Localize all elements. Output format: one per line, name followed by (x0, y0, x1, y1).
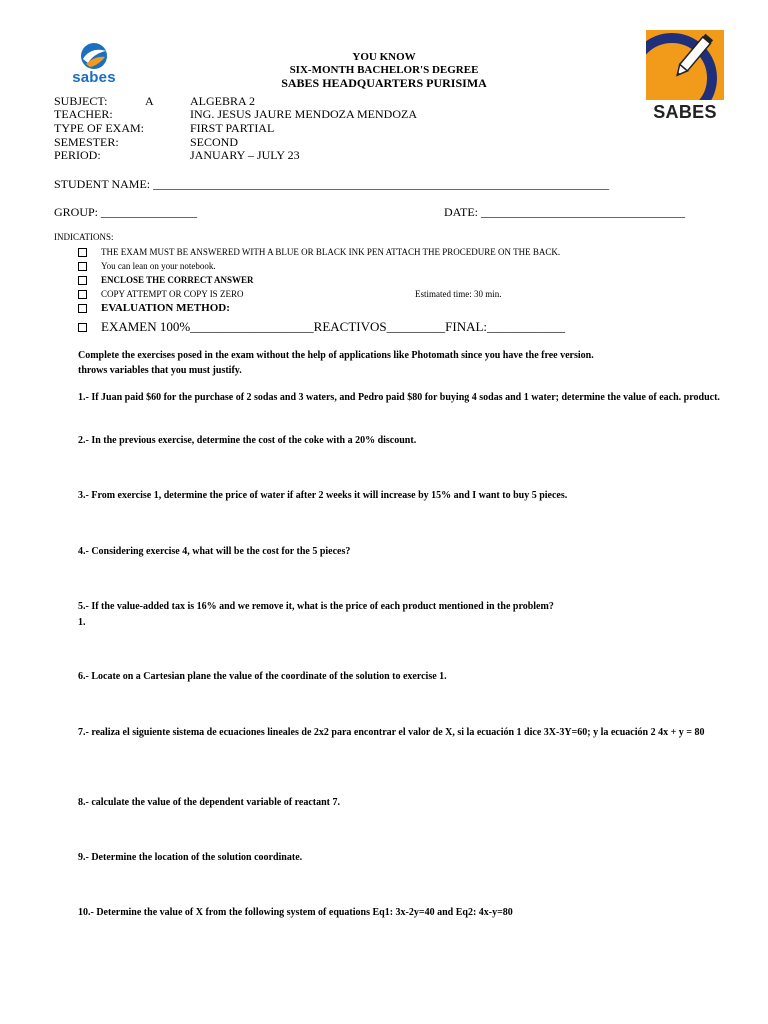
student-name-field[interactable]: STUDENT NAME: ____________________________________________________________________________ (54, 177, 610, 191)
question-4: 4.- Considering exercise 4, what will be the cost for the 5 pieces? (78, 546, 351, 557)
question-5-answer-start: 1. (78, 617, 86, 628)
exam-instructions (78, 348, 738, 378)
subject-value: ALGEBRA 2 (190, 94, 256, 108)
indication-item: You can lean on your notebook. (78, 259, 738, 273)
evaluation-breakdown: EXAMEN 100%___________________REACTIVOS_________FINAL:____________ (101, 319, 566, 334)
checkbox-icon (78, 248, 87, 257)
question-9: 9.- Determine the location of the solution coordinate. (78, 852, 303, 863)
date-field[interactable]: DATE: __________________________________ (444, 205, 685, 219)
instructions-line-2: throws variables that you must justify. (78, 365, 242, 376)
question-6: 6.- Locate on a Cartesian plane the value of the coordinate of the solution to exercise 1. (78, 671, 447, 682)
teacher-value: ING. JESUS JAURE MENDOZA MENDOZA (190, 107, 418, 121)
exam-type-value: FIRST PARTIAL (190, 121, 275, 135)
question-5 (78, 599, 730, 631)
subject-label: SUBJECT: (54, 94, 108, 108)
indications-label: INDICATIONS: (54, 232, 114, 242)
question-8: 8.- calculate the value of the dependent variable of reactant 7. (78, 797, 340, 808)
checkbox-icon (78, 290, 87, 299)
checkbox-icon (78, 262, 87, 271)
question-3: 3.- From exercise 1, determine the price of water if after 2 weeks it will increase by 15% and I want to buy 5 pieces. (78, 490, 568, 501)
indication-item: EVALUATION METHOD: (78, 301, 738, 317)
instructions-line-1: Complete the exercises posed in the exam without the help of applications like Photomath since you have the free version. (78, 350, 594, 361)
subject-group-letter: A (145, 94, 154, 108)
header-line-2: SIX-MONTH BACHELOR'S DEGREE (289, 64, 479, 76)
sabes-logo-text: sabes (72, 69, 116, 86)
indication-item: COPY ATTEMPT OR COPY IS ZERO Estimated time: 30 min. (78, 287, 738, 301)
checkbox-icon (78, 323, 87, 332)
question-2: 2.- In the previous exercise, determine the cost of the coke with a 20% discount. (78, 435, 417, 446)
exam-header-titles (0, 51, 768, 90)
indication-item: THE EXAM MUST BE ANSWERED WITH A BLUE OR BLACK INK PEN ATTACH THE PROCEDURE ON THE BACK. (78, 245, 738, 259)
question-10: 10.- Determine the value of X from the following system of equations Eq1: 3x-2y=40 and Eq2: 4x-y=80 (78, 907, 513, 918)
teacher-label: TEACHER: (54, 107, 113, 121)
question-1: 1.- If Juan paid $60 for the purchase of 2 sodas and 3 waters, and Pedro paid $80 for buying 4 sodas and 1 water; determine the value of each. product. (78, 392, 720, 403)
indications-list (78, 245, 738, 337)
period-label: PERIOD: (54, 148, 101, 162)
question-5-text: 5.- If the value-added tax is 16% and we remove it, what is the price of each product mentioned in the problem? (78, 601, 554, 612)
checkbox-icon (78, 276, 87, 285)
period-value: JANUARY – JULY 23 (190, 148, 300, 162)
header-line-3: SABES HEADQUARTERS PURISIMA (281, 76, 487, 90)
sabes-logo-right-text: SABES (653, 102, 717, 122)
header-line-1: YOU KNOW (352, 51, 416, 63)
question-7: 7.- realiza el siguiente sistema de ecuaciones lineales de 2x2 para encontrar el valor de X, si la ecuación 1 dice 3X-3Y=60; y la ecuación 2 4x + y = 80 (78, 727, 705, 738)
indication-item (78, 317, 738, 337)
checkbox-icon (78, 304, 87, 313)
indication-item: ENCLOSE THE CORRECT ANSWER (78, 273, 738, 287)
estimated-time: Estimated time: 30 min. (415, 289, 502, 299)
group-field[interactable]: GROUP: ________________ (54, 205, 198, 219)
exam-type-label: TYPE OF EXAM: (54, 121, 145, 135)
semester-value: SECOND (190, 135, 239, 149)
semester-label: SEMESTER: (54, 135, 119, 149)
